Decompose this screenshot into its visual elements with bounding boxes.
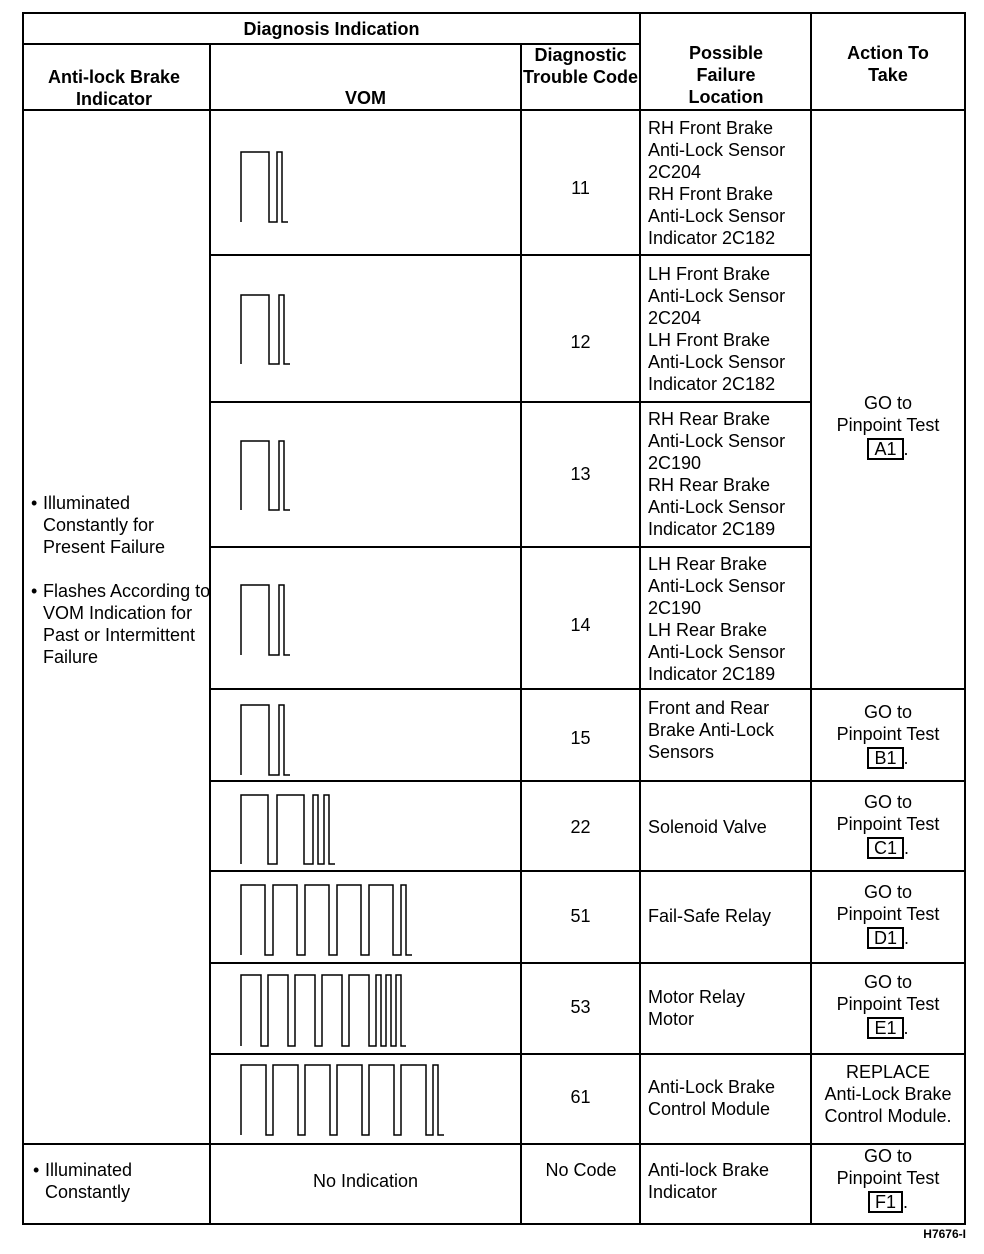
- failure-location: Solenoid Valve: [648, 817, 767, 837]
- dtc-code: 22: [570, 817, 591, 837]
- test-ref-box: C1: [867, 837, 904, 859]
- indicator-text: Illuminated Constantly for Present Failure: [43, 493, 166, 557]
- dtc-no-code: No Code: [545, 1160, 617, 1180]
- figure-id: H7676-I: [923, 1227, 966, 1241]
- failure-location: Motor Relay Motor: [648, 987, 746, 1029]
- action-pinpoint-c1: GO to Pinpoint Test C1 .: [836, 792, 940, 858]
- dtc-code: 51: [570, 906, 591, 926]
- header-possible-failure: Possible Failure Location: [688, 43, 764, 107]
- test-ref-box: E1: [867, 1017, 903, 1039]
- vom-waveform-14: [241, 585, 290, 655]
- header-dtc: Diagnostic Trouble Code: [522, 45, 638, 87]
- header-diagnosis-indication: Diagnosis Indication: [243, 19, 420, 39]
- failure-location: Anti-Lock Brake Control Module: [648, 1077, 776, 1119]
- indicator-text: Flashes According to VOM Indication for Past or Intermittent Failure: [43, 581, 211, 667]
- dtc-code: 12: [570, 332, 591, 352]
- dtc-code: 61: [570, 1087, 591, 1107]
- failure-location: Anti-lock Brake Indicator: [648, 1160, 770, 1202]
- header-action: Action To Take: [847, 43, 929, 85]
- test-ref-box: B1: [867, 747, 903, 769]
- dtc-code: 53: [570, 997, 591, 1017]
- vom-waveform-15: [241, 705, 290, 775]
- vom-waveform-13: [241, 441, 290, 510]
- action-pinpoint-e1: GO to Pinpoint Test E1 .: [836, 972, 940, 1038]
- action-pinpoint-d1: GO to Pinpoint Test D1 .: [836, 882, 940, 948]
- failure-location: Fail-Safe Relay: [648, 906, 772, 926]
- dtc-code: 15: [570, 728, 591, 748]
- action-pinpoint-a1: GO to Pinpoint Test A1 .: [836, 393, 940, 459]
- header-vom: VOM: [344, 88, 386, 108]
- vom-waveform-53: [241, 975, 406, 1046]
- vom-waveform-12: [241, 295, 290, 364]
- failure-location: RH Front Brake Anti-Lock Sensor 2C204 RH Front Brake Anti-Lock Sensor Indicator 2C182: [648, 118, 786, 248]
- failure-location: LH Rear Brake Anti-Lock Sensor 2C190 LH Rear Brake Anti-Lock Sensor Indicator 2C189: [648, 554, 786, 684]
- failure-location: RH Rear Brake Anti-Lock Sensor 2C190 RH Rear Brake Anti-Lock Sensor Indicator 2C189: [648, 409, 786, 539]
- test-ref-box: F1: [868, 1191, 903, 1213]
- vom-waveform-22: [241, 795, 335, 864]
- bullet-icon: •: [31, 581, 38, 601]
- action-replace-module: REPLACE Anti-Lock Brake Control Module.: [824, 1062, 952, 1126]
- bullet-icon: •: [33, 1160, 40, 1180]
- failure-location: Front and Rear Brake Anti-Lock Sensors: [648, 698, 775, 762]
- test-ref-box: D1: [867, 927, 904, 949]
- indicator-text: Illuminated Constantly: [45, 1160, 133, 1202]
- test-ref-box: A1: [867, 438, 903, 460]
- vom-no-indication: No Indication: [312, 1171, 419, 1191]
- bullet-icon: •: [31, 493, 38, 513]
- vom-waveform-11: [241, 152, 288, 222]
- dtc-code: 11: [571, 178, 590, 198]
- vom-waveform-51: [241, 885, 412, 955]
- dtc-code: 13: [570, 464, 591, 484]
- header-anti-lock-indicator: Anti-lock Brake Indicator: [47, 67, 181, 109]
- dtc-code: 14: [570, 615, 591, 635]
- action-pinpoint-b1: GO to Pinpoint Test B1 .: [836, 702, 940, 768]
- action-pinpoint-f1: GO to Pinpoint Test F1 .: [836, 1146, 940, 1212]
- failure-location: LH Front Brake Anti-Lock Sensor 2C204 LH Front Brake Anti-Lock Sensor Indicator 2C182: [648, 264, 786, 394]
- vom-waveform-61: [241, 1065, 444, 1135]
